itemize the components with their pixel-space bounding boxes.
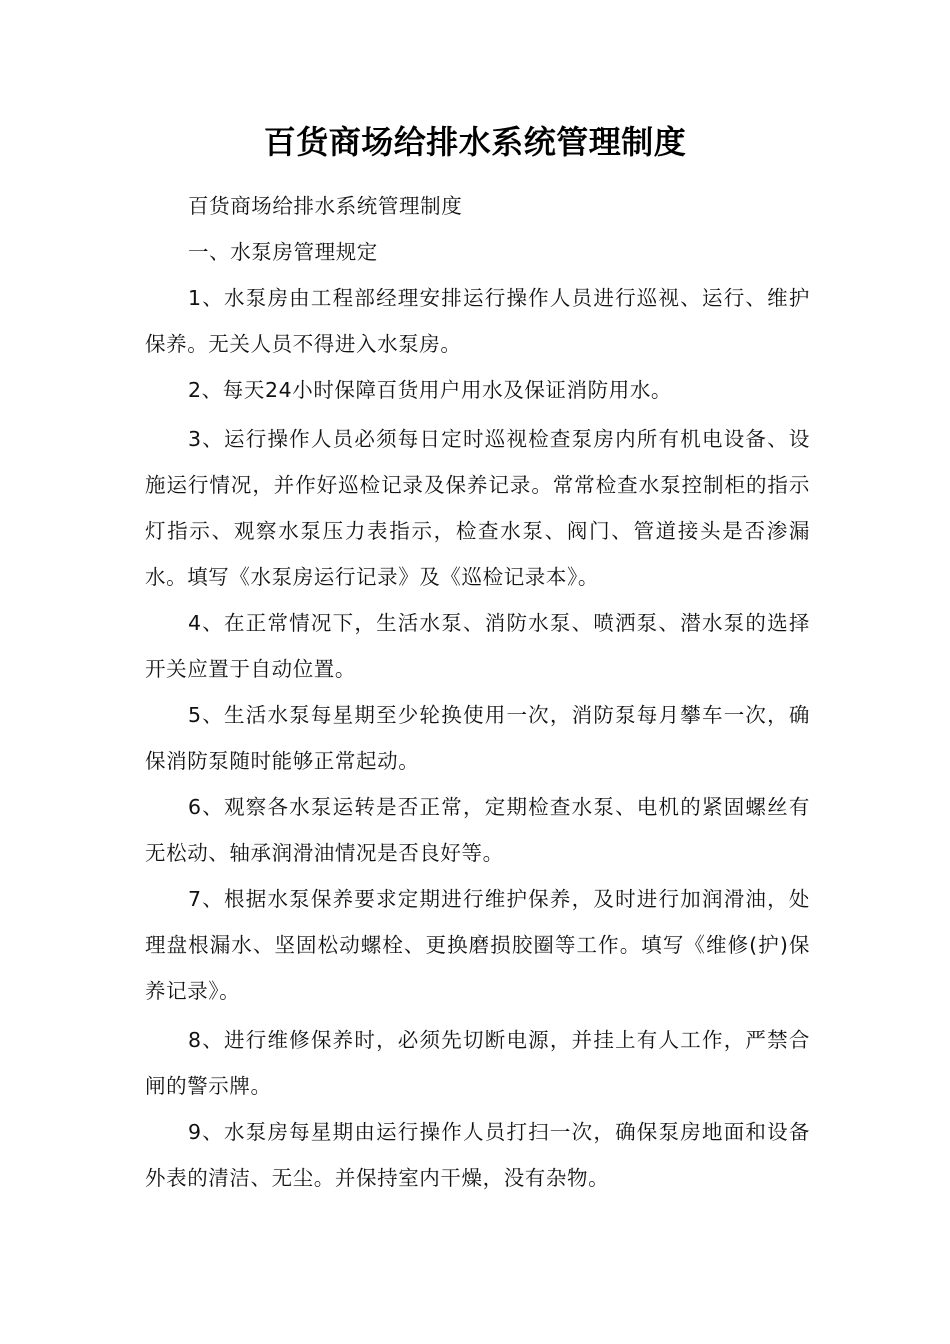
paragraph-subtitle: 百货商场给排水系统管理制度 (188, 194, 463, 218)
paragraph-item-1: 1、水泵房由工程部经理安排运行操作人员进行巡视、运行、维护保养。无关人员不得进入水泵房。 (145, 286, 810, 356)
paragraph-item-3: 3、运行操作人员必须每日定时巡视检查泵房内所有机电设备、设施运行情况，并作好巡检记录及保养记录。常常检查水泵控制柜的指示灯指示、观察水泵压力表指示，检查水泵、阀门、管道接头是否渗漏水。填写《水泵房运行记录》及《巡检记录本》。 (145, 427, 810, 589)
document-title: 百货商场给排水系统管理制度 (263, 123, 687, 161)
paragraph-item-2: 2、每天24小时保障百货用户用水及保证消防用水。 (188, 378, 673, 402)
paragraph-item-4: 4、在正常情况下，生活水泵、消防水泵、喷洒泵、潜水泵的选择开关应置于自动位置。 (145, 611, 810, 681)
paragraph-item-6: 6、观察各水泵运转是否正常，定期检查水泵、电机的紧固螺丝有无松动、轴承润滑油情况是否良好等。 (145, 795, 810, 865)
paragraph-item-7: 7、根据水泵保养要求定期进行维护保养，及时进行加润滑油，处理盘根漏水、坚固松动螺栓、更换磨损胶圈等工作。填写《维修(护)保养记录》。 (145, 887, 810, 1003)
paragraph-section-heading: 一、水泵房管理规定 (188, 240, 378, 264)
paragraph-item-5: 5、生活水泵每星期至少轮换使用一次，消防泵每月攀车一次，确保消防泵随时能够正常起动。 (145, 703, 810, 773)
document-body (145, 183, 810, 1201)
paragraph-item-9: 9、水泵房每星期由运行操作人员打扫一次，确保泵房地面和设备外表的清洁、无尘。并保持室内干燥，没有杂物。 (145, 1120, 810, 1190)
paragraph-item-8: 8、进行维修保养时，必须先切断电源，并挂上有人工作，严禁合闸的警示牌。 (145, 1028, 810, 1098)
